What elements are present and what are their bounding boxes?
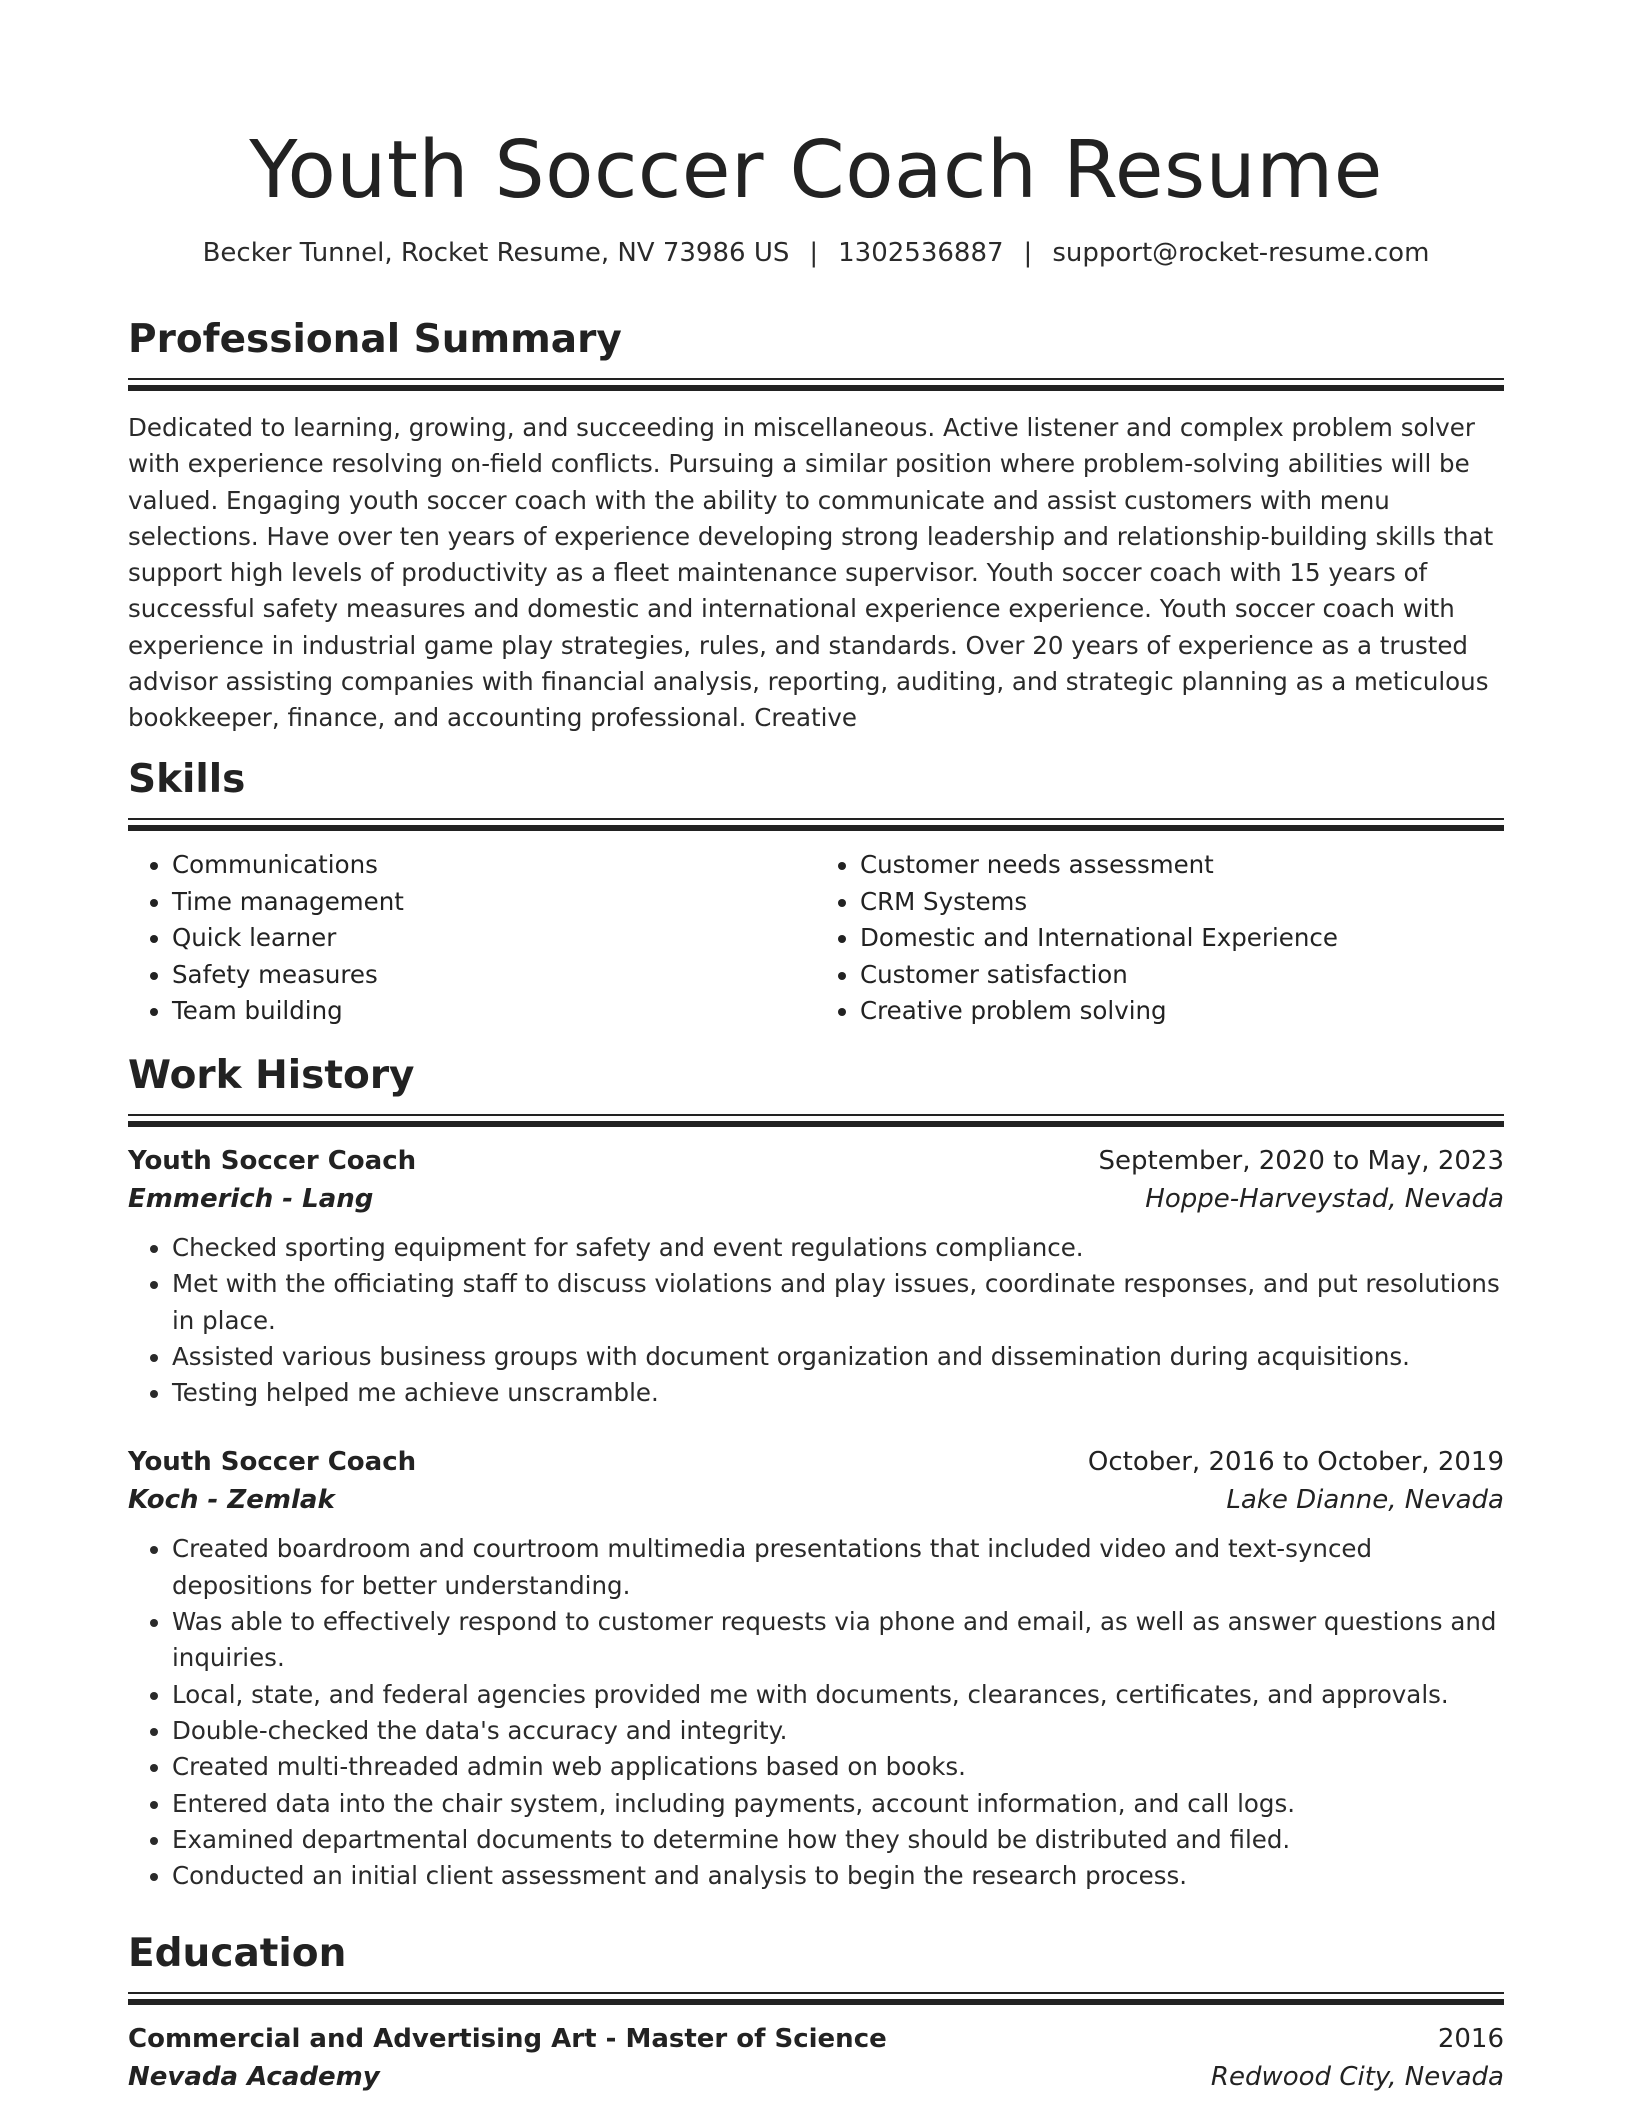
skills-section <box>128 756 1504 1030</box>
skill-item: • Safety measures <box>172 957 816 994</box>
job-bullet: • Entered data into the chair system, including payments, account information, and call logs. <box>172 1786 1504 1822</box>
contact-phone: 1302536887 <box>838 238 1004 268</box>
school-name: Nevada Academy <box>128 2062 380 2092</box>
job-bullet: • Double-checked the data's accuracy and integrity. <box>172 1713 1504 1749</box>
job-company: Emmerich - Lang <box>128 1184 374 1214</box>
section-divider <box>128 1114 1504 1128</box>
job-bullet: • Assisted various business groups with document organization and dissemination during acquisitions. <box>172 1339 1504 1375</box>
skill-item: • Creative problem solving <box>860 993 1504 1030</box>
contact-separator: | <box>1023 238 1033 268</box>
section-heading: Skills <box>128 757 246 802</box>
education-section <box>128 1930 1504 2096</box>
skills-list <box>128 847 1504 1030</box>
job-bullet: • Created multi-threaded admin web applications based on books. <box>172 1749 1504 1785</box>
job-company: Koch - Zemlak <box>128 1485 335 1516</box>
skills-column-left <box>128 847 816 1030</box>
section-divider <box>128 378 1504 392</box>
job-location: Hoppe-Harveystad, Nevada <box>1145 1184 1504 1214</box>
job-dates: October, 2016 to October, 2019 <box>1087 1447 1504 1478</box>
job-bullet: • Local, state, and federal agencies provided me with documents, clearances, certificates, and approvals. <box>172 1677 1504 1713</box>
skill-item: • Time management <box>172 884 816 921</box>
skill-item: • Customer needs assessment <box>860 847 1504 884</box>
job-entry <box>128 1142 1504 1411</box>
skill-item: • Quick learner <box>172 920 816 957</box>
job-bullet: • Examined departmental documents to determine how they should be distributed and filed. <box>172 1822 1504 1858</box>
graduation-year: 2016 <box>1437 2024 1504 2054</box>
skill-item: • CRM Systems <box>860 884 1504 921</box>
degree: Commercial and Advertising Art - Master of Science <box>128 2024 887 2054</box>
section-heading: Education <box>128 1931 347 1976</box>
skill-item: • Communications <box>172 847 816 884</box>
skill-item: • Domestic and International Experience <box>860 920 1504 957</box>
summary-section <box>128 316 1504 761</box>
job-bullet: • Created boardroom and courtroom multimedia presentations that included video and text-synced depositions for better understanding. <box>172 1531 1504 1604</box>
section-heading: Professional Summary <box>128 317 622 362</box>
section-heading: Work History <box>128 1053 415 1098</box>
education-entry <box>128 2020 1504 2096</box>
work-history-section <box>128 1052 1504 1894</box>
job-bullets <box>128 1230 1504 1411</box>
contact-line <box>128 236 1504 270</box>
section-divider <box>128 1992 1504 2006</box>
job-bullets <box>128 1531 1504 1894</box>
contact-separator: | <box>809 238 819 268</box>
page-title: Youth Soccer Coach Resume <box>249 124 1383 216</box>
resume-content <box>128 0 1504 2092</box>
job-bullet: • Met with the officiating staff to discuss violations and play issues, coordinate responses, and put resolutions in place. <box>172 1266 1504 1339</box>
job-bullet: • Conducted an initial client assessment and analysis to begin the research process. <box>172 1858 1504 1894</box>
job-location: Lake Dianne, Nevada <box>1226 1485 1504 1516</box>
job-bullet: • Checked sporting equipment for safety and event regulations compliance. <box>172 1230 1504 1266</box>
job-entry <box>128 1443 1504 1894</box>
section-divider <box>128 818 1504 832</box>
contact-address: Becker Tunnel, Rocket Resume, NV 73986 US <box>202 238 790 268</box>
contact-email: support@rocket-resume.com <box>1052 238 1430 268</box>
skill-item: • Team building <box>172 993 816 1030</box>
job-bullet: • Testing helped me achieve unscramble. <box>172 1375 1504 1411</box>
job-title: Youth Soccer Coach <box>128 1146 417 1176</box>
job-bullet: • Was able to effectively respond to customer requests via phone and email, as well as answer questions and inquiries. <box>172 1604 1504 1677</box>
summary-text: Dedicated to learning, growing, and succeeding in miscellaneous. Active listener and complex problem solver with experience resolving on-field conflicts. Pursuing a similar position where problem-solving abilities will be valued. Engaging youth soccer coach with the ability to communicate and assist customers with menu selections. Have over ten years of experience developing strong leadership and relationship-building skills that support high levels of productivity as a fleet maintenance supervisor. Youth soccer coach with 15 years of successful safety measures and domestic and international experience experience. Youth soccer coach with experience in industrial game play strategies, rules, and standards. Over 20 years of experience as a trusted advisor assisting companies with financial analysis, reporting, auditing, and strategic planning as a meticulous bookkeeper, finance, and accounting professional. Creative <box>128 413 1494 733</box>
school-location: Redwood City, Nevada <box>1210 2062 1504 2092</box>
job-dates: September, 2020 to May, 2023 <box>1098 1146 1504 1176</box>
job-title: Youth Soccer Coach <box>128 1447 417 1478</box>
skills-column-right <box>816 847 1504 1030</box>
skill-item: • Customer satisfaction <box>860 957 1504 994</box>
